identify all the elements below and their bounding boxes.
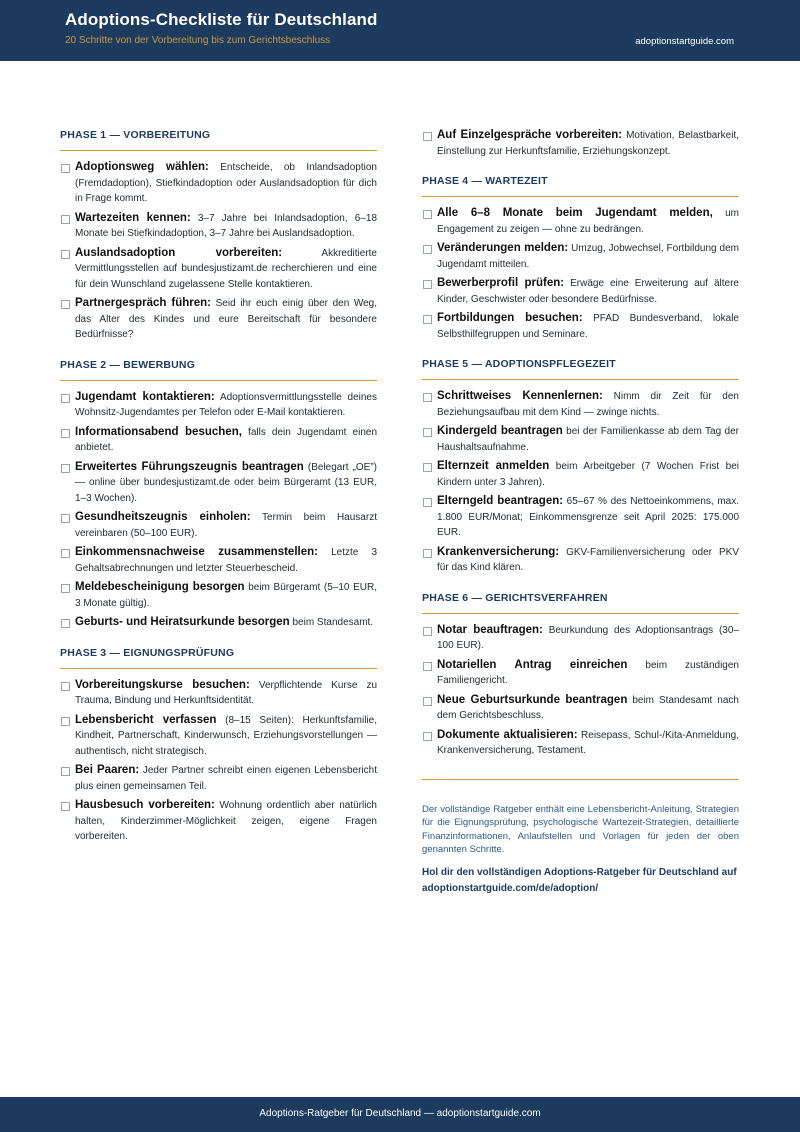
item-text: Entscheide, ob Inlandsadoption (Fremdadoption), Stiefkindadoption oder Auslandsadoption für dich in Frage kommt. (75, 162, 377, 204)
checkbox[interactable] (423, 662, 432, 671)
phase-divider (422, 379, 739, 380)
item-text: beim Standesamt. (289, 617, 374, 628)
page-subtitle: 20 Schritte von der Vorbereitung bis zum Gerichtsbeschluss (65, 35, 331, 46)
checkbox[interactable] (61, 717, 70, 726)
checklist-item (60, 246, 377, 293)
item-title: Partnergespräch führen: (75, 297, 212, 309)
checklist-item (60, 510, 377, 541)
item-title: Alle 6–8 Monate beim Jugendamt melden, (437, 207, 713, 219)
checkbox[interactable] (61, 584, 70, 593)
phase-title: PHASE 1 — VORBEREITUNG (60, 129, 211, 141)
checkbox[interactable] (61, 215, 70, 224)
item-title: Veränderungen melden: (437, 242, 569, 254)
item-text: beim Standesamt nach dem Gerichtsbeschluss. (437, 694, 739, 721)
checklist-item (422, 693, 739, 724)
item-text: Wohnung ordentlich aber natürlich halten, Kinderzimmer-Möglichkeit zeigen, eigene Fragen vorbereiten. (75, 800, 377, 842)
item-text: PFAD Bundesverband, lokale Selbsthilfegruppen und Seminare. (437, 313, 739, 340)
item-title: Auf Einzelgespräche vorbereiten: (437, 129, 623, 141)
item-text: beim zuständigen Familiengericht. (437, 659, 739, 686)
page-footer (0, 1097, 800, 1132)
item-title: Notariellen Antrag einreichen (437, 658, 628, 671)
item-text: GKV-Familienversicherung oder PKV für das Kind klären. (437, 546, 739, 573)
item-text: Termin beim Hausarzt vereinbaren (50–100 EUR). (75, 512, 377, 539)
checkbox[interactable] (423, 210, 432, 219)
checklist-item (60, 713, 377, 760)
checklist-item (60, 615, 377, 631)
phase-3-continued (422, 128, 739, 159)
checkbox[interactable] (61, 767, 70, 776)
item-title: Einkommensnachweise zusammenstellen: (75, 546, 318, 558)
item-title: Schrittweises Kennenlernen: (437, 390, 603, 402)
checkbox[interactable] (423, 498, 432, 507)
phase-divider (422, 196, 739, 197)
checklist-item (422, 658, 739, 689)
item-title: Gesundheitszeugnis einholen: (75, 511, 251, 523)
item-text: 3–7 Jahre bei Inlandsadoption, 6–18 Monate bei Stiefkindadoption, 3–7 Jahre bei Auslandsadoption. (75, 212, 378, 239)
checkbox[interactable] (61, 514, 70, 523)
page-title: Adoptions-Checkliste für Deutschland (65, 10, 378, 29)
item-text: Adoptionsvermittlungsstelle deines Wohnsitz-Jugendamtes per Telefon oder E-Mail kontaktieren. (75, 391, 377, 418)
checklist-item (60, 763, 377, 794)
checklist-item (422, 728, 739, 759)
checkbox[interactable] (61, 549, 70, 558)
checkbox[interactable] (423, 280, 432, 289)
item-title: Elternzeit anmelden (437, 460, 550, 472)
checkbox[interactable] (61, 464, 70, 473)
checkbox[interactable] (61, 250, 70, 259)
item-text: Reisepass, Schul-/Kita-Anmeldung, Krankenversicherung, Testament. (437, 729, 740, 756)
item-title: Notar beauftragen: (437, 623, 543, 636)
checkbox[interactable] (61, 300, 70, 309)
checkbox[interactable] (423, 463, 432, 472)
item-text: Erwäge eine Erweiterung auf ältere Kinder, Geschwister oder besondere Bedürfnisse. (437, 278, 739, 305)
checklist-item (422, 128, 739, 159)
item-title: Hausbesuch vorbereiten: (75, 799, 215, 811)
item-title: Vorbereitungskurse besuchen: (75, 678, 250, 691)
item-text: Nimm dir Zeit für den Beziehungsaufbau mit dem Kind — zwinge nichts. (437, 391, 739, 418)
item-text: 65–67 % des Nettoeinkommens, max. 1.800 EUR/Monat; Einkommensgrenze seit April 2025: 175.000 EUR. (437, 496, 739, 538)
checkbox[interactable] (61, 682, 70, 691)
checkbox[interactable] (423, 245, 432, 254)
item-title: Bei Paaren: (75, 764, 140, 776)
item-text: um Engagement zu zeigen — ohne zu bedrängen. (437, 208, 739, 235)
item-text: Jeder Partner schreibt einen eigenen Lebensbericht plus einen gemeinsamen Teil. (75, 765, 377, 792)
item-text: Letzte 3 Gehaltsabrechnungen und letzter Steuerbescheid. (75, 547, 378, 574)
phase-divider (60, 380, 377, 381)
item-text: (Belegart „OE”) — online über bundesjustizamt.de oder beim Bürgeramt (13 EUR, 1–3 Wochen). (75, 461, 377, 504)
checklist-item (422, 459, 739, 490)
checklist-item (60, 390, 377, 421)
checklist-item (60, 460, 377, 507)
right-column (422, 128, 739, 897)
phase-divider (422, 613, 739, 614)
phase-divider (60, 668, 377, 669)
phase-title: PHASE 5 — ADOPTIONSPFLEGEZEIT (422, 358, 616, 370)
checklist-item (422, 623, 739, 654)
item-text: beim Bürgeramt (5–10 EUR, 3 Monate gültig). (75, 582, 377, 609)
checkbox[interactable] (61, 164, 70, 173)
checklist-item (60, 678, 377, 709)
checkbox[interactable] (423, 549, 432, 558)
item-text: (8–15 Seiten): Herkunftsfamilie, Kindheit, Partnerschaft, Kinderwunsch, Erziehungsvorstellungen — authentisch, nicht strategisch. (75, 714, 377, 757)
phase-title: PHASE 6 — GERICHTSVERFAHREN (422, 591, 608, 604)
checklist-item (60, 425, 377, 456)
item-title: Bewerberprofil prüfen: (437, 277, 565, 289)
item-title: Wartezeiten kennen: (75, 211, 191, 224)
phase-5-section (422, 357, 739, 576)
page-header (0, 0, 800, 61)
checklist-item (422, 494, 739, 541)
checklist-item (422, 241, 739, 272)
item-title: Erweitertes Führungszeugnis beantragen (75, 460, 304, 473)
checklist-item (422, 276, 739, 307)
promo-divider (422, 779, 739, 780)
checklist-item (422, 424, 739, 455)
item-title: Jugendamt kontaktieren: (75, 390, 215, 403)
checklist-item (422, 389, 739, 420)
checkbox[interactable] (423, 627, 432, 636)
item-text: beim Arbeitgeber (7 Wochen Frist bei Kindern unter 3 Jahren). (437, 461, 740, 488)
phase-1-section (60, 128, 377, 343)
item-text: Motivation, Belastbarkeit, Einstellung zur Herkunftsfamilie, Erziehungskonzept. (437, 130, 739, 157)
item-title: Meldebescheinigung besorgen (75, 581, 245, 593)
item-title: Neue Geburtsurkunde beantragen (437, 693, 628, 706)
phase-title: PHASE 3 — EIGNUNGSPRÜFUNG (60, 646, 235, 659)
checklist-item (60, 211, 377, 242)
phase-4-section (422, 174, 739, 342)
item-text: Akkreditierte Vermittlungsstellen auf bundesjustizamt.de recherchieren und eine für dein Wunschland zugelassene Stelle kontaktieren. (75, 247, 377, 290)
checklist-item (60, 160, 377, 207)
phase-title: PHASE 4 — WARTEZEIT (422, 175, 548, 187)
checklist-item (60, 545, 377, 576)
phase-title: PHASE 2 — BEWERBUNG (60, 358, 196, 371)
item-text: Seid ihr euch einig über den Weg, das Alter des Kindes und eure Bereitschaft für besondere Bedürfnisse? (75, 298, 378, 340)
item-text: falls dein Jugendamt einen anbietet. (75, 426, 378, 453)
phase-3-section (60, 646, 377, 845)
header-site-link[interactable]: adoptionstartguide.com (635, 36, 734, 47)
promo-text: Der vollständige Ratgeber enthält eine Lebensbericht-Anleitung, Strategien für die Eignungsprüfung, psychologische Wartezeit-Strategien, detaillierte Finanzinformationen, Anlaufstellen und Vorlagen für jeden der oben genannten Schritte. (422, 803, 739, 855)
item-title: Auslandsadoption vorbereiten: (75, 246, 283, 259)
checklist-item (422, 545, 739, 576)
checkbox[interactable] (423, 132, 432, 141)
checklist-item (60, 296, 377, 343)
item-title: Adoptionsweg wählen: (75, 161, 209, 173)
item-title: Kindergeld beantragen (437, 425, 563, 437)
left-column (60, 128, 377, 860)
checkbox[interactable] (61, 802, 70, 811)
checkbox[interactable] (423, 732, 432, 741)
checkbox[interactable] (423, 315, 432, 324)
item-title: Fortbildungen besuchen: (437, 312, 583, 324)
phase-6-section (422, 591, 739, 759)
item-text: Umzug, Jobwechsel, Fortbildung dem Jugendamt mitteilen. (437, 243, 739, 270)
phase-divider (60, 150, 377, 151)
item-title: Geburts- und Heiratsurkunde besorgen (75, 616, 290, 628)
checkbox[interactable] (423, 393, 432, 402)
checkbox[interactable] (61, 619, 70, 628)
checkbox[interactable] (423, 428, 432, 437)
item-title: Krankenversicherung: (437, 545, 560, 558)
checkbox[interactable] (61, 429, 70, 438)
checklist-item (60, 580, 377, 611)
item-title: Elterngeld beantragen: (437, 495, 564, 507)
checklist-item (422, 206, 739, 237)
checklist-item (422, 311, 739, 342)
item-title: Informationsabend besuchen, (75, 425, 242, 438)
promo-cta-link[interactable]: Hol dir den vollständigen Adoptions-Ratgeber für Deutschland auf adoptionstartguide.com/de/adoption/ (422, 866, 737, 894)
checkbox[interactable] (423, 697, 432, 706)
item-title: Lebensbericht verfassen (75, 713, 217, 726)
item-text: Beurkundung des Adoptionsantrags (30–100 EUR). (437, 624, 739, 651)
item-text: bei der Familienkasse ab dem Tag der Haushaltsaufnahme. (437, 426, 739, 453)
phase-2-section (60, 358, 377, 631)
checklist-item (60, 798, 377, 845)
checkbox[interactable] (61, 394, 70, 403)
footer-text: Adoptions-Ratgeber für Deutschland — adoptionstartguide.com (259, 1108, 541, 1119)
item-text: Verpflichtende Kurse zu Trauma, Bindung und Herkunftsidentität. (75, 679, 377, 706)
item-title: Dokumente aktualisieren: (437, 728, 578, 741)
